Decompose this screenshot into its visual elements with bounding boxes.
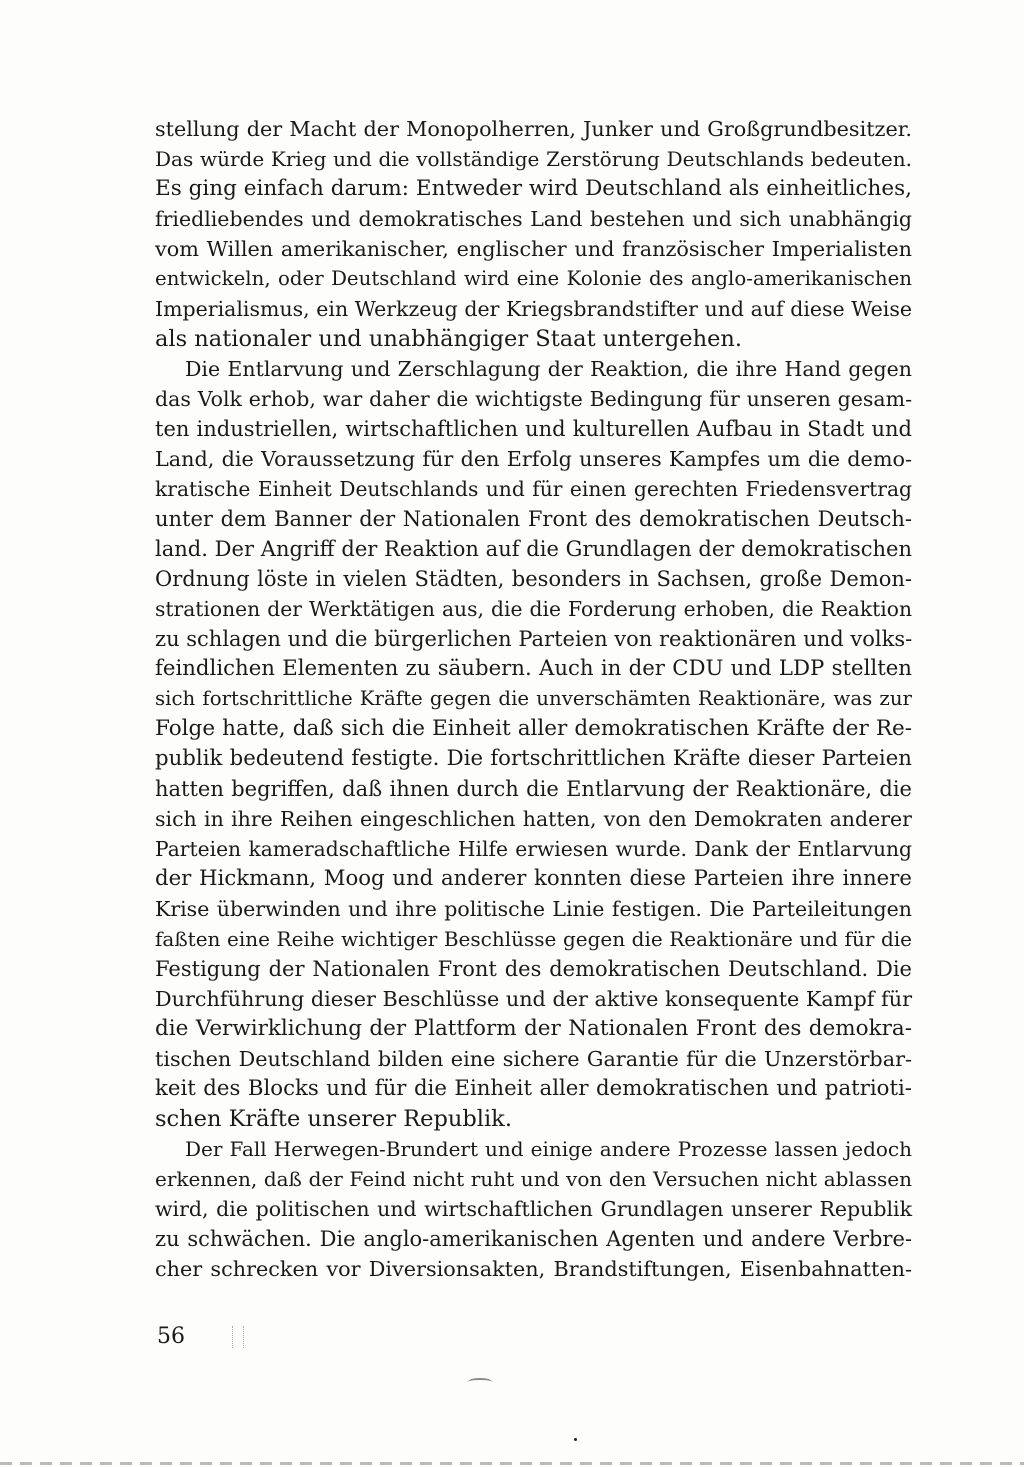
text-line: als nationaler und unabhängiger Staat untergehen. bbox=[155, 326, 743, 352]
text-line: sich in ihre Reihen eingeschlichen hatten, von den Demokraten anderer bbox=[155, 807, 912, 831]
text-line: Der Fall Herwegen-Brundert und einige andere Prozesse lassen jedoch bbox=[185, 1137, 912, 1161]
text-line: Ordnung löste in vielen Städten, besonders in Sachsen, große Demon- bbox=[155, 567, 912, 591]
scan-dot bbox=[574, 1438, 577, 1441]
text-line: Imperialismus, ein Werkzeug der Kriegsbrandstifter und auf diese Weise bbox=[155, 297, 912, 321]
text-line: der Hickmann, Moog und anderer konnten diese Parteien ihre innere bbox=[155, 866, 912, 891]
text-line: friedliebendes und demokratisches Land bestehen und sich unabhängig bbox=[155, 207, 912, 231]
text-line: kratische Einheit Deutschlands und für einen gerechten Friedensvertrag bbox=[155, 477, 912, 501]
text-line: sich fortschrittliche Kräfte gegen die unverschämten Reaktionäre, was zur bbox=[155, 687, 912, 710]
text-line: entwickeln, oder Deutschland wird eine Kolonie des anglo-amerikanischen bbox=[155, 267, 912, 290]
text-line: Folge hatte, daß sich die Einheit aller demokratischen Kräfte der Re- bbox=[155, 716, 912, 741]
scan-mark bbox=[468, 1378, 492, 1386]
text-line: strationen der Werktätigen aus, die die Forderung erhoben, die Reaktion bbox=[155, 597, 912, 621]
text-line: Es ging einfach darum: Entweder wird Deutschland als einheitliches, bbox=[155, 176, 912, 201]
text-line: publik bedeutend festigte. Die fortschrittlichen Kräfte dieser Parteien bbox=[155, 746, 912, 771]
text-line: wird, die politischen und wirtschaftlichen Grundlagen unserer Republik bbox=[155, 1197, 912, 1221]
text-line: das Volk erhob, war daher die wichtigste Bedingung für unseren gesam- bbox=[155, 387, 912, 411]
page-number: 56 bbox=[157, 1324, 185, 1349]
text-line: faßten eine Reihe wichtiger Beschlüsse gegen die Reaktionäre und für die bbox=[155, 927, 912, 951]
text-line: Krise überwinden und ihre politische Linie festigen. Die Parteileitungen bbox=[155, 897, 912, 921]
text-line: tischen Deutschland bilden eine sichere Garantie für die Unzerstörbar- bbox=[155, 1047, 912, 1071]
text-line: hatten begriffen, daß ihnen durch die Entlarvung der Reaktionäre, die bbox=[155, 777, 912, 801]
text-line: stellung der Macht der Monopolherren, Junker und Großgrundbesitzer. bbox=[155, 117, 912, 141]
text-line: Festigung der Nationalen Front des demokratischen Deutschland. Die bbox=[155, 957, 912, 981]
text-line: Parteien kameradschaftliche Hilfe erwiesen wurde. Dank der Entlarvung bbox=[155, 837, 912, 861]
text-line: keit des Blocks und für die Einheit aller demokratischen und patrioti- bbox=[155, 1076, 912, 1101]
text-line: zu schwächen. Die anglo-amerikanischen Agenten und andere Verbre- bbox=[155, 1227, 912, 1251]
paragraph bbox=[155, 354, 912, 1134]
text-line: Die Entlarvung und Zerschlagung der Reaktion, die ihre Hand gegen bbox=[185, 357, 912, 381]
text-line: cher schrecken vor Diversionsakten, Brandstiftungen, Eisenbahnatten- bbox=[155, 1257, 912, 1281]
text-line: land. Der Angriff der Reaktion auf die Grundlagen der demokratischen bbox=[155, 537, 912, 561]
paragraph bbox=[155, 114, 912, 354]
body-text bbox=[155, 114, 912, 1284]
text-line: feindlichen Elementen zu säubern. Auch in der CDU und LDP stellten bbox=[155, 656, 912, 681]
text-line: unter dem Banner der Nationalen Front des demokratischen Deutsch- bbox=[155, 507, 912, 531]
text-line: erkennen, daß der Feind nicht ruht und von den Versuchen nicht ablassen bbox=[155, 1167, 912, 1191]
text-line: Das würde Krieg und die vollständige Zerstörung Deutschlands bedeuten. bbox=[155, 147, 912, 171]
text-line: vom Willen amerikanischer, englischer und französischer Imperialisten bbox=[155, 237, 912, 261]
text-line: ten industriellen, wirtschaftlichen und kulturellen Aufbau in Stadt und bbox=[155, 417, 912, 441]
text-line: zu schlagen und die bürgerlichen Parteien von reaktionären und volks- bbox=[155, 627, 913, 651]
text-line: Durchführung dieser Beschlüsse und der aktive konsequente Kampf für bbox=[155, 987, 912, 1011]
scan-edge bbox=[0, 1462, 1024, 1465]
text-line: Land, die Voraussetzung für den Erfolg unseres Kampfes um die demo- bbox=[155, 447, 912, 471]
paragraph bbox=[155, 1134, 912, 1284]
text-line: schen Kräfte unserer Republik. bbox=[155, 1106, 512, 1132]
margin-smudge bbox=[232, 1326, 244, 1348]
text-line: die Verwirklichung der Plattform der Nationalen Front des demokra- bbox=[155, 1016, 912, 1041]
